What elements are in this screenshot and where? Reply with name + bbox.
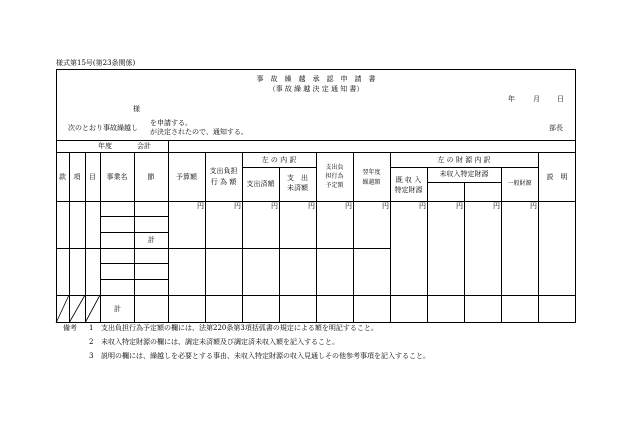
date-month: 月 [533,95,540,103]
statement-line2: が決定されたので、通知する。 [150,128,248,136]
date-day: 日 [557,95,564,103]
form-number: 様式第15号(第23条関係) [56,59,136,67]
header-paid: 支出済額 [246,180,275,188]
document-subtitle: （事 故 繰 越 決 定 通 知 書） [268,85,364,93]
unit-kishuu: 円 [419,202,426,210]
date-year: 年 [508,95,515,103]
unit-mishuu-a: 円 [456,202,463,210]
notes-label: 備考 [63,324,77,332]
note-num-2: 2 [89,338,94,346]
unit-yotei: 円 [345,202,352,210]
header-received-1: 既 収 入 [395,176,422,184]
header-planned-1: 支出負 [325,164,344,171]
note-text-3: 説明の欄には、繰越しを必要とする事由、未収入特定財源の収入見通しその他参考事項を記入すること。 [101,352,430,360]
statement-line1: を申請する。 [150,119,192,127]
note-text-2: 未収入特定財源の欄には、調定未済額及び調定済未収入額を記入すること。 [101,338,339,346]
unit-mishuu-b: 円 [493,202,500,210]
unit-futan: 円 [234,202,241,210]
document-title: 事 故 繰 越 承 認 申 請 書 [256,75,376,83]
header-kan: 款 [59,173,66,181]
dept-label: 部長 [549,124,563,132]
header-planned-2: 担行為 [325,173,344,180]
fiscal-year-label: 年度 [98,142,112,150]
header-received-2: 特定財源 [394,186,423,194]
note-num-1: 1 [89,324,94,332]
header-unreceived: 未収入特定財源 [439,170,489,178]
unit-kurikoshi: 円 [382,202,389,210]
header-jigyou: 事業名 [106,173,128,181]
header-unpaid-1: 支 出 [287,174,308,182]
unit-mi: 円 [308,202,315,210]
header-futan-1: 支出負担 [209,167,238,175]
note-num-3: 3 [89,352,94,360]
header-unpaid-2: 未済額 [287,184,308,192]
header-moku: 目 [89,173,96,181]
subtotal-label: 計 [148,236,155,244]
statement-prefix: 次のとおり事故繰越し [68,124,138,132]
header-planned-3: 予定額 [325,182,344,189]
header-general: 一般財源 [507,180,532,187]
header-carryover-1: 翌年度 [362,169,381,176]
addressee-suffix: 様 [133,105,140,113]
unit-ippan: 円 [530,202,537,210]
header-carryover-2: 繰越額 [362,179,381,186]
header-funding-breakdown: 左 の 財 源 内 訳 [437,156,491,164]
header-yosan: 予算額 [176,173,197,181]
header-setsu: 節 [147,173,155,181]
unit-zumi: 円 [271,202,278,210]
header-left-breakdown: 左 の 内 訳 [261,156,297,164]
unit-yosan: 円 [197,202,204,210]
account-label: 会計 [137,142,151,150]
note-text-1: 支出負担行為予定額の欄には、法第220条第3項括弧書の規定による額を明記すること。 [101,324,378,332]
total-label: 計 [114,305,121,313]
header-futan-2: 行 為 額 [210,178,237,186]
header-kou: 項 [73,173,81,181]
header-explanation: 説 明 [546,173,568,181]
